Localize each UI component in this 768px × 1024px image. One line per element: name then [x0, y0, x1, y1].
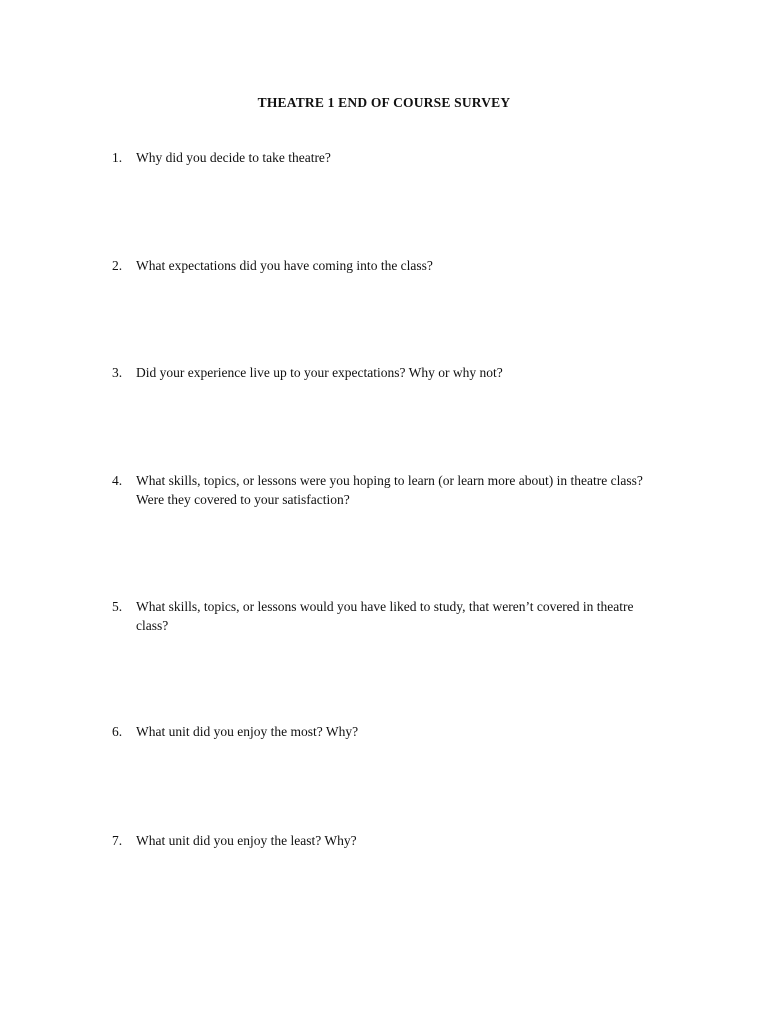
- question-number: 3.: [112, 365, 123, 380]
- question-item: [112, 364, 672, 383]
- question-item: [112, 598, 672, 635]
- page-title: THEATRE 1 END OF COURSE SURVEY: [257, 95, 511, 110]
- question-number: 7.: [112, 833, 123, 848]
- question-text: What unit did you enjoy the least? Why?: [136, 833, 357, 848]
- question-text: What skills, topics, or lessons would you have liked to study, that weren’t covered in theatre class?: [136, 599, 634, 633]
- question-number: 1.: [112, 150, 123, 165]
- question-item: [112, 257, 672, 276]
- question-text: What unit did you enjoy the most? Why?: [136, 724, 359, 739]
- question-number: 6.: [112, 724, 123, 739]
- question-number: 4.: [112, 473, 123, 488]
- question-text: What expectations did you have coming into the class?: [136, 258, 433, 273]
- question-text: What skills, topics, or lessons were you hoping to learn (or learn more about) in theatre class? Were they covered to your satisfaction?: [136, 473, 643, 507]
- question-text: Why did you decide to take theatre?: [136, 150, 331, 165]
- question-item: [112, 149, 672, 168]
- question-number: 2.: [112, 258, 123, 273]
- question-item: [112, 723, 672, 742]
- question-item: [112, 472, 672, 509]
- question-item: [112, 832, 672, 851]
- question-text: Did your experience live up to your expectations? Why or why not?: [136, 365, 503, 380]
- question-number: 5.: [112, 599, 123, 614]
